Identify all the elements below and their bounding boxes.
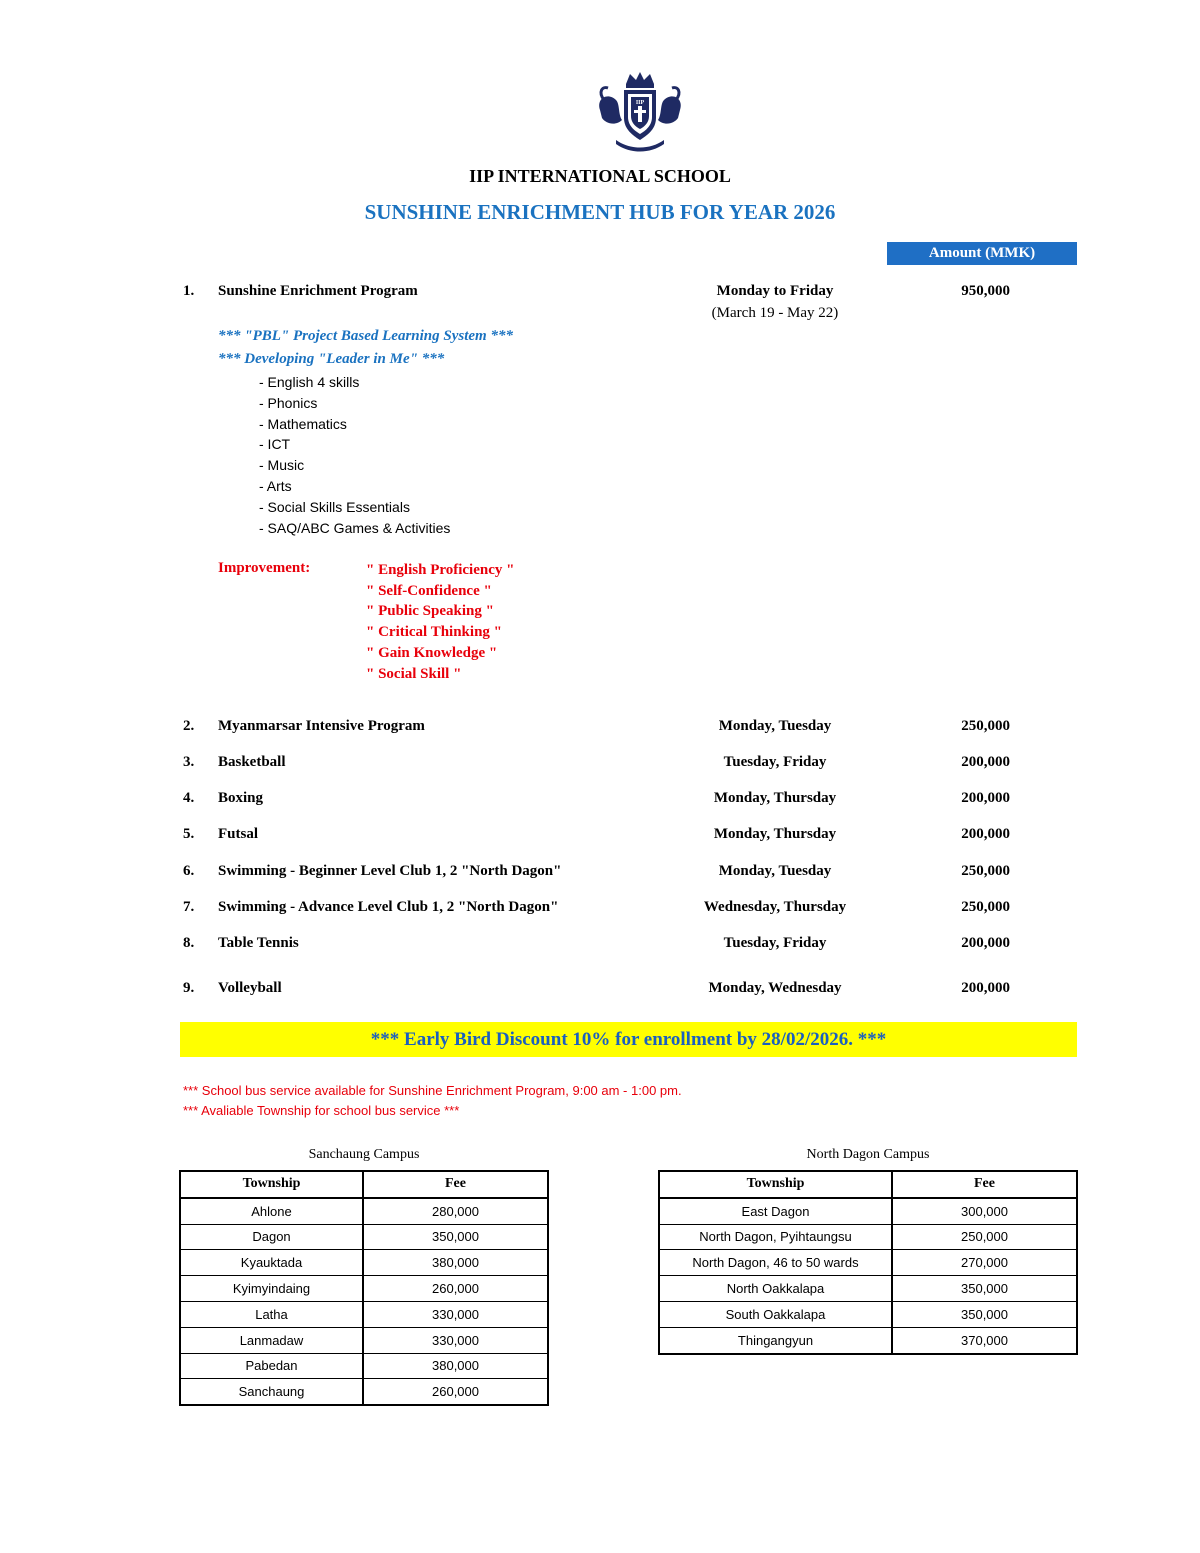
table-row <box>659 1276 1077 1302</box>
bus-township-note: *** Avaliable Township for school bus service *** <box>183 1103 460 1118</box>
improvement-item: " Gain Knowledge " <box>366 644 498 661</box>
improvement-label: Improvement: <box>218 560 311 576</box>
column-header-township: Township <box>659 1171 892 1198</box>
program-name: Volleyball <box>218 980 282 996</box>
fee-cell: 330,000 <box>363 1327 548 1353</box>
program-days: Monday, Wednesday <box>708 980 842 996</box>
township-cell: Kyauktada <box>180 1250 363 1276</box>
subject-item: - Phonics <box>259 394 318 411</box>
leader-note: *** Developing "Leader in Me" *** <box>218 351 445 367</box>
column-header-fee: Fee <box>363 1171 548 1198</box>
program-number: 2. <box>183 718 195 734</box>
program-number: 6. <box>183 863 195 879</box>
program-number: 1. <box>183 283 195 299</box>
program-amount: 250,000 <box>961 863 1010 879</box>
fee-table-sanchaung <box>179 1170 549 1406</box>
township-cell: Kyimyindaing <box>180 1276 363 1302</box>
program-days: Monday, Thursday <box>713 790 837 806</box>
logo-text: IIP <box>635 100 645 106</box>
program-days: Wednesday, Thursday <box>703 899 847 915</box>
township-cell: North Dagon, Pyihtaungsu <box>659 1224 892 1250</box>
township-cell: Thingangyun <box>659 1327 892 1353</box>
township-cell: North Oakkalapa <box>659 1276 892 1302</box>
fee-cell: 270,000 <box>892 1250 1077 1276</box>
program-days: Monday, Tuesday <box>718 863 832 879</box>
program-name: Boxing <box>218 790 264 806</box>
program-name: Table Tennis <box>218 935 299 951</box>
school-name: IIP INTERNATIONAL SCHOOL <box>469 166 731 186</box>
column-header-fee: Fee <box>892 1171 1077 1198</box>
township-cell: South Oakkalapa <box>659 1301 892 1327</box>
program-name: Swimming - Beginner Level Club 1, 2 "North Dagon" <box>218 863 562 879</box>
fee-cell: 350,000 <box>892 1276 1077 1302</box>
bus-service-note: *** School bus service available for Sunshine Enrichment Program, 9:00 am - 1:00 pm. <box>183 1083 682 1098</box>
subject-list <box>259 372 450 538</box>
early-bird-banner: *** Early Bird Discount 10% for enrollment by 28/02/2026. *** <box>180 1022 1077 1057</box>
program-name: Swimming - Advance Level Club 1, 2 "North Dagon" <box>218 899 559 915</box>
program-name: Futsal <box>218 826 259 842</box>
improvement-item: " Critical Thinking " <box>366 624 502 641</box>
fee-cell: 260,000 <box>363 1379 548 1405</box>
fee-cell: 350,000 <box>363 1224 548 1250</box>
program-amount: 200,000 <box>961 935 1010 951</box>
fee-cell: 350,000 <box>892 1301 1077 1327</box>
improvement-item: " Self-Confidence " <box>366 582 492 599</box>
program-amount: 200,000 <box>961 980 1010 996</box>
table-row <box>659 1250 1077 1276</box>
table-row <box>659 1327 1077 1353</box>
table-row <box>180 1327 548 1353</box>
program-days: Monday, Tuesday <box>718 718 832 734</box>
campus-title-sanchaung: Sanchaung Campus <box>308 1147 420 1162</box>
fee-cell: 380,000 <box>363 1353 548 1379</box>
township-cell: North Dagon, 46 to 50 wards <box>659 1250 892 1276</box>
program-dates: (March 19 - May 22) <box>711 305 839 321</box>
program-name: Basketball <box>218 754 286 770</box>
table-row <box>659 1198 1077 1224</box>
table-header-row <box>180 1171 548 1198</box>
fee-table-north-dagon <box>658 1170 1078 1355</box>
program-amount: 250,000 <box>961 899 1010 915</box>
table-header-row <box>659 1171 1077 1198</box>
program-days: Monday to Friday <box>716 283 834 299</box>
program-amount: 950,000 <box>961 283 1010 299</box>
improvement-item: " Social Skill " <box>366 665 462 682</box>
subject-item: - Music <box>259 457 305 474</box>
fee-cell: 330,000 <box>363 1301 548 1327</box>
table-row <box>180 1379 548 1405</box>
amount-column-header: Amount (MMK) <box>887 242 1077 265</box>
program-days: Tuesday, Friday <box>723 935 827 951</box>
subject-item: - ICT <box>259 436 291 453</box>
table-row <box>180 1224 548 1250</box>
township-cell: Lanmadaw <box>180 1327 363 1353</box>
fee-cell: 380,000 <box>363 1250 548 1276</box>
improvement-list <box>366 560 514 684</box>
township-cell: Pabedan <box>180 1353 363 1379</box>
program-number: 5. <box>183 826 195 842</box>
program-number: 9. <box>183 980 195 996</box>
township-cell: Ahlone <box>180 1198 363 1224</box>
subject-item: - Mathematics <box>259 415 347 432</box>
program-number: 4. <box>183 790 195 806</box>
subject-item: - English 4 skills <box>259 374 360 390</box>
page-title: SUNSHINE ENRICHMENT HUB FOR YEAR 2026 <box>364 200 836 224</box>
pbl-note: *** "PBL" Project Based Learning System *** <box>218 328 513 344</box>
school-logo <box>594 70 686 156</box>
table-row <box>180 1301 548 1327</box>
program-amount: 200,000 <box>961 754 1010 770</box>
program-amount: 200,000 <box>961 826 1010 842</box>
subject-item: - Social Skills Essentials <box>259 498 410 515</box>
table-row <box>659 1224 1077 1250</box>
township-cell: Sanchaung <box>180 1379 363 1405</box>
program-days: Monday, Thursday <box>713 826 837 842</box>
fee-cell: 370,000 <box>892 1327 1077 1353</box>
improvement-item: " English Proficiency " <box>366 562 515 578</box>
program-amount: 250,000 <box>961 718 1010 734</box>
program-number: 8. <box>183 935 195 951</box>
table-row <box>180 1250 548 1276</box>
campus-title-north-dagon: North Dagon Campus <box>806 1147 930 1162</box>
program-amount: 200,000 <box>961 790 1010 806</box>
township-cell: East Dagon <box>659 1198 892 1224</box>
program-days: Tuesday, Friday <box>723 754 827 770</box>
table-row <box>659 1301 1077 1327</box>
township-cell: Latha <box>180 1301 363 1327</box>
fee-cell: 300,000 <box>892 1198 1077 1224</box>
column-header-township: Township <box>180 1171 363 1198</box>
program-number: 3. <box>183 754 195 770</box>
subject-item: - Arts <box>259 477 292 494</box>
township-cell: Dagon <box>180 1224 363 1250</box>
fee-cell: 250,000 <box>892 1224 1077 1250</box>
program-name: Myanmarsar Intensive Program <box>218 718 425 734</box>
fee-cell: 280,000 <box>363 1198 548 1224</box>
program-number: 7. <box>183 899 195 915</box>
improvement-item: " Public Speaking " <box>366 603 494 620</box>
program-name: Sunshine Enrichment Program <box>218 283 418 299</box>
table-row <box>180 1198 548 1224</box>
subject-item: - SAQ/ABC Games & Activities <box>259 519 451 536</box>
table-row <box>180 1276 548 1302</box>
table-row <box>180 1353 548 1379</box>
fee-cell: 260,000 <box>363 1276 548 1302</box>
